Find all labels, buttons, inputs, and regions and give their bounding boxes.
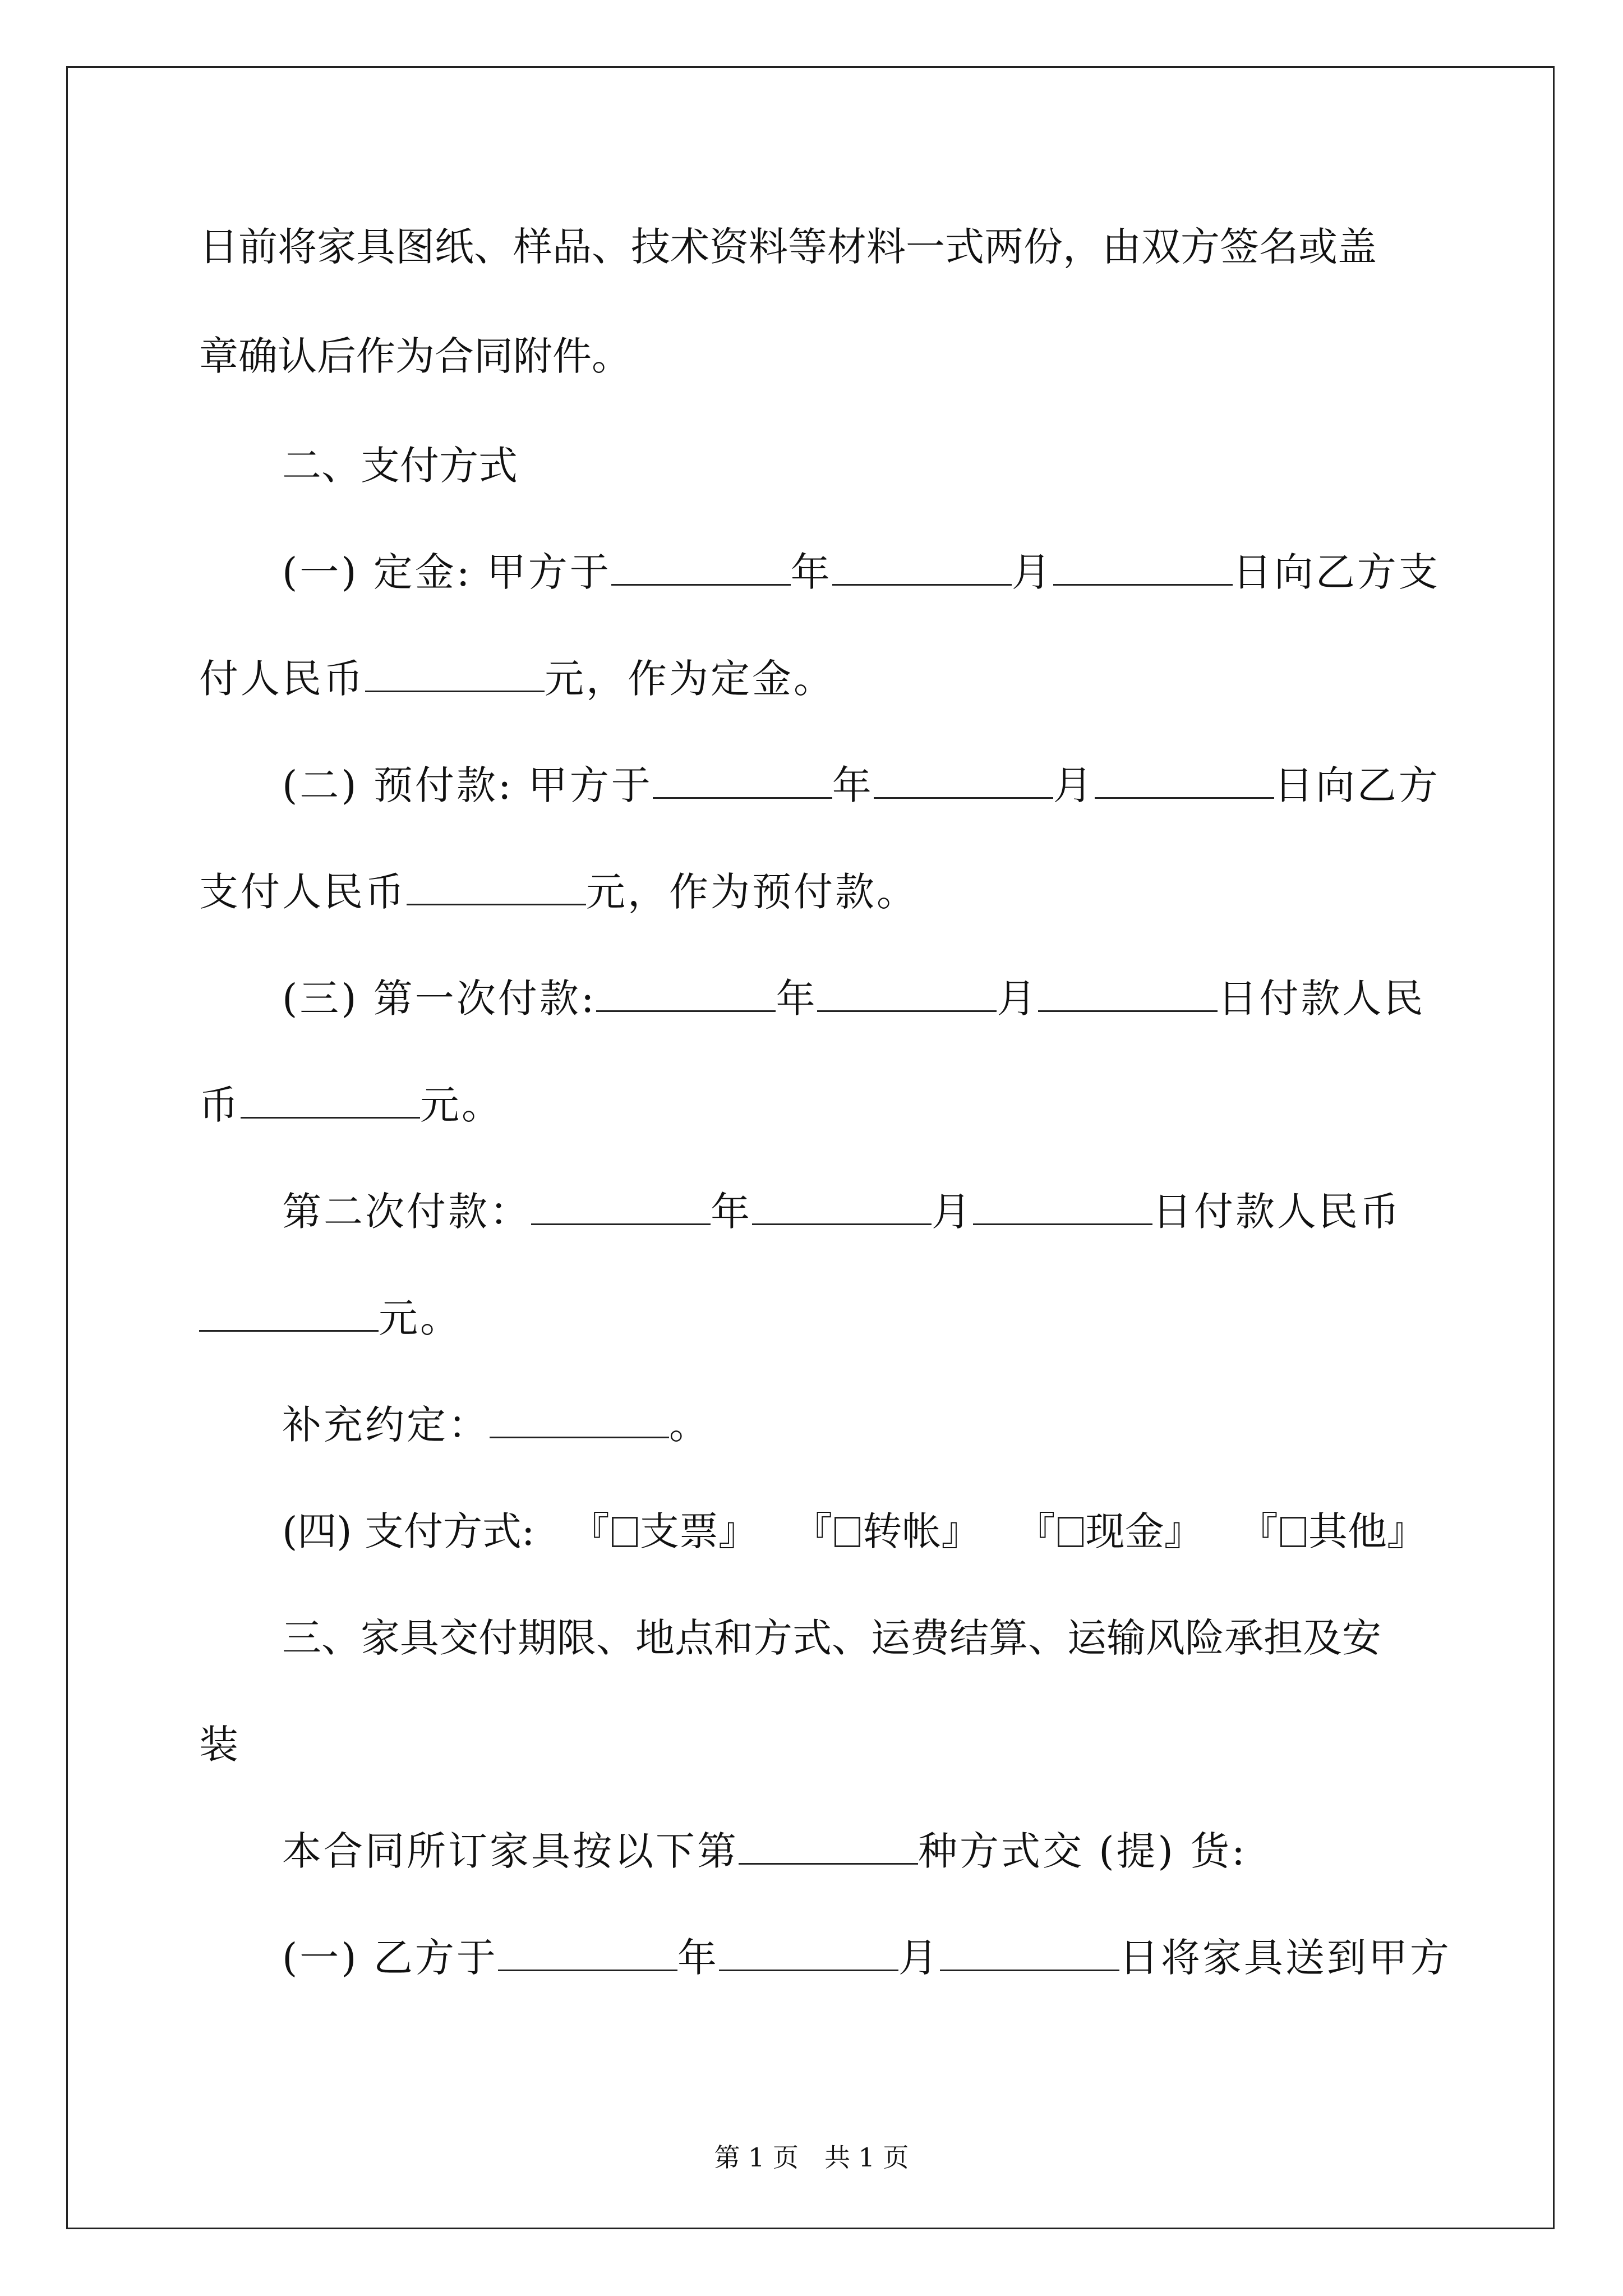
paragraph-line <box>282 1400 711 1450</box>
option-transfer[interactable] <box>793 1506 980 1557</box>
paragraph-line <box>199 222 1426 272</box>
blank-field[interactable] <box>498 1935 677 1971</box>
paragraph-line <box>282 760 1440 811</box>
checkbox-icon[interactable] <box>1280 1517 1306 1547</box>
option-other[interactable] <box>1239 1506 1426 1557</box>
text: 种方式交 (提) 货: <box>918 1828 1247 1874</box>
blank-field[interactable] <box>596 976 776 1012</box>
page-footer: 第 1 页 共 1 页 <box>714 2142 909 2173</box>
text: 付人民币 <box>199 656 365 702</box>
blank-field[interactable] <box>973 1189 1152 1225</box>
blank-field[interactable] <box>241 1082 420 1119</box>
text: 日付款人民币 <box>1152 1189 1401 1235</box>
text: 币 <box>199 1082 241 1128</box>
section-heading-continued <box>199 1719 238 1770</box>
text: 日向乙方支 <box>1232 549 1440 595</box>
blank-field[interactable] <box>490 1402 669 1438</box>
blank-field[interactable] <box>611 549 791 586</box>
option-check[interactable] <box>570 1506 758 1557</box>
text: (四) 支付方式: <box>282 1508 535 1554</box>
text: 年 <box>832 762 874 808</box>
paragraph-line <box>282 1826 1247 1876</box>
text: 日向乙方 <box>1274 762 1440 808</box>
text: 元，作为定金。 <box>545 656 835 702</box>
option-cash[interactable] <box>1016 1506 1204 1557</box>
blank-field[interactable] <box>719 1935 898 1971</box>
blank-field[interactable] <box>940 1935 1119 1971</box>
text: 二、支付方式 <box>282 443 518 489</box>
text: 日付款人民 <box>1218 976 1426 1022</box>
text: 章确认后作为合同附件。 <box>199 333 631 379</box>
text: 装 <box>199 1722 238 1768</box>
text: 元，作为预付款。 <box>586 869 918 915</box>
blank-field[interactable] <box>365 656 545 692</box>
text: 日将家具送到甲方 <box>1119 1935 1451 1981</box>
text: 三、家具交付期限、地点和方式、运费结算、运输风险承担及安 <box>282 1615 1381 1661</box>
checkbox-icon[interactable] <box>612 1517 638 1547</box>
text: 年 <box>776 976 818 1022</box>
blank-field[interactable] <box>1038 976 1218 1012</box>
paragraph-line <box>199 867 918 917</box>
text: 日前将家具图纸、样品、技术资料等材料一式两份，由双方签名或盖 <box>199 224 1377 270</box>
blank-field[interactable] <box>531 1189 711 1225</box>
text: 月 <box>1053 762 1095 808</box>
bracket: 『 <box>1016 1508 1055 1554</box>
text: 元。 <box>420 1082 503 1128</box>
bracket: 』 <box>1386 1508 1426 1554</box>
paragraph-line <box>282 547 1440 597</box>
option-label: 现金 <box>1085 1508 1164 1554</box>
option-label: 支票 <box>639 1508 718 1554</box>
text: (一) 乙方于 <box>282 1935 498 1981</box>
bracket: 』 <box>718 1508 758 1554</box>
blank-field[interactable] <box>874 762 1053 799</box>
blank-field[interactable] <box>1053 549 1233 586</box>
bracket: 『 <box>1238 1508 1278 1554</box>
bracket: 』 <box>1164 1508 1204 1554</box>
text: 年 <box>790 549 832 595</box>
section-heading <box>282 1613 1426 1663</box>
option-label: 转帐 <box>863 1508 942 1554</box>
paragraph-line <box>282 1186 1401 1237</box>
blank-field[interactable] <box>1095 762 1274 799</box>
bracket: 『 <box>793 1508 833 1554</box>
blank-field[interactable] <box>832 549 1012 586</box>
paragraph-line <box>199 1080 503 1130</box>
blank-field[interactable] <box>407 869 586 905</box>
text: 月 <box>932 1189 973 1235</box>
text: 本合同所订家具按以下第 <box>282 1828 739 1874</box>
text: 月 <box>1011 549 1053 595</box>
text: 第二次付款： <box>282 1189 531 1235</box>
bracket: 』 <box>941 1508 981 1554</box>
paragraph-line <box>282 1932 1451 1983</box>
blank-field[interactable] <box>653 762 832 799</box>
text: 月 <box>997 976 1039 1022</box>
bracket: 『 <box>570 1508 610 1554</box>
blank-field[interactable] <box>752 1189 932 1225</box>
blank-field[interactable] <box>817 976 997 1012</box>
blank-field[interactable] <box>199 1295 379 1332</box>
paragraph-line <box>199 654 835 704</box>
section-heading <box>282 440 518 491</box>
text: (一) 定金: 甲方于 <box>282 549 611 595</box>
page-border <box>66 66 1555 2229</box>
blank-field[interactable] <box>739 1828 918 1865</box>
paragraph-line <box>199 331 631 381</box>
paragraph-line <box>199 1293 462 1343</box>
paragraph-line <box>282 973 1425 1024</box>
option-label: 其他 <box>1308 1508 1387 1554</box>
text: (三) 第一次付款: <box>282 976 597 1022</box>
text: 。 <box>669 1402 711 1448</box>
text: 月 <box>898 1935 940 1981</box>
text: 元。 <box>379 1295 462 1341</box>
text: 年 <box>711 1189 752 1235</box>
payment-method-options <box>282 1506 1426 1557</box>
text: 支付人民币 <box>199 869 407 915</box>
checkbox-icon[interactable] <box>834 1517 860 1547</box>
checkbox-icon[interactable] <box>1058 1517 1083 1547</box>
text: 年 <box>677 1935 719 1981</box>
text: (二) 预付款: 甲方于 <box>282 762 653 808</box>
text: 补充约定： <box>282 1402 490 1448</box>
